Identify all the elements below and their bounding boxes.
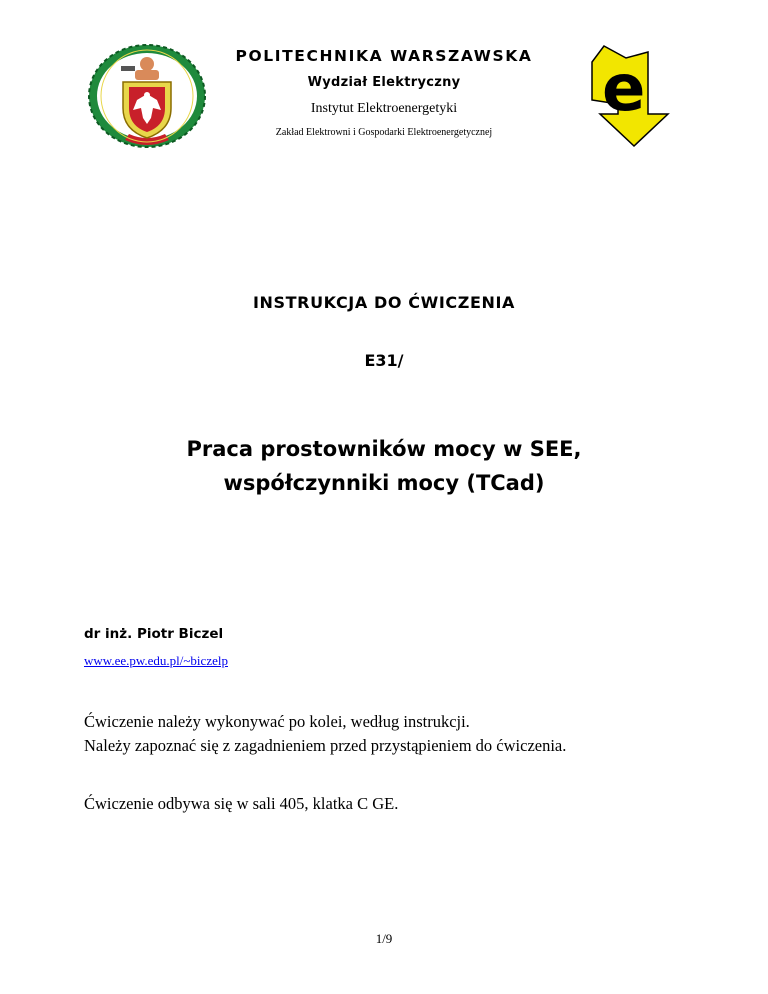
document-title-line-1: Praca prostowników mocy w SEE, — [186, 437, 582, 461]
author-website-link[interactable]: www.ee.pw.edu.pl/~biczelp — [84, 653, 228, 668]
instruction-label: INSTRUKCJA DO ĆWICZENIA — [252, 293, 516, 312]
faculty-name: Wydział Elektryczny — [307, 75, 461, 90]
instructions-paragraph — [84, 710, 566, 758]
instructions-line-1: Ćwiczenie należy wykonywać po kolei, według instrukcji. — [84, 712, 470, 731]
document-title — [0, 432, 768, 500]
author-name: dr inż. Piotr Biczel — [84, 626, 224, 642]
page-number: 1/9 — [375, 931, 393, 946]
instructions-line-2: Należy zapoznać się z zagadnieniem przed przystąpieniem do ćwiczenia. — [84, 736, 567, 755]
institute-name: Instytut Elektroenergetyki — [310, 101, 458, 116]
document-title-line-2: współczynniki mocy (TCad) — [223, 471, 545, 495]
logo-letter: e — [602, 52, 646, 126]
exercise-code: E31/ — [364, 351, 404, 370]
department-name: Zakład Elektrowni i Gospodarki Elektroenergetycznej — [275, 127, 493, 138]
university-name: POLITECHNIKA WARSZAWSKA — [235, 47, 533, 65]
location-paragraph: Ćwiczenie odbywa się w sali 405, klatka C GE. — [84, 794, 399, 813]
